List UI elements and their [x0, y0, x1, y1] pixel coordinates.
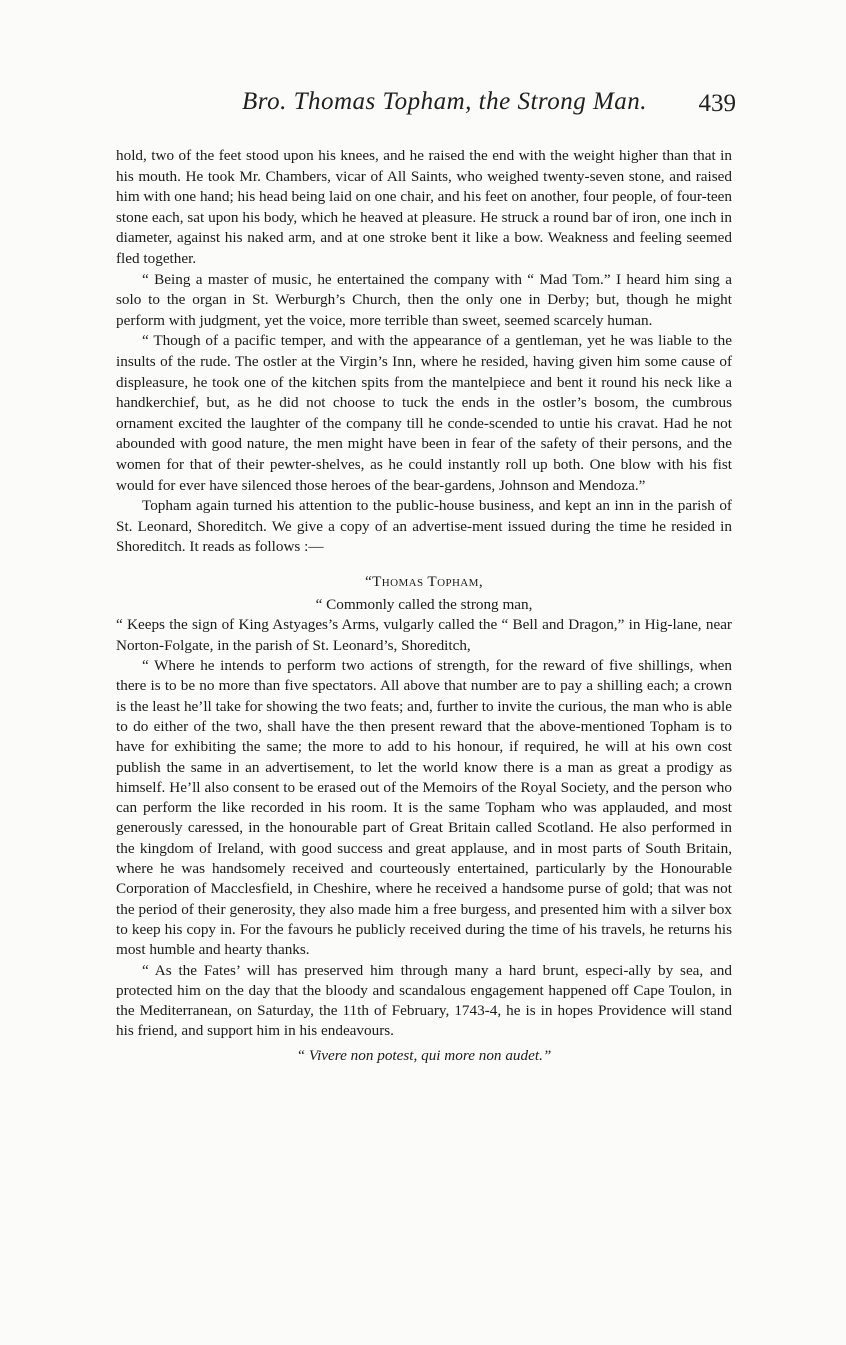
running-header [112, 88, 736, 124]
advertisement-name-heading: “Thomas Topham, [364, 572, 484, 590]
page-number: 439 [698, 90, 736, 117]
running-title: Bro. Thomas Topham, the Strong Man. [242, 88, 648, 115]
advertisement-motto: “ Vivere non potest, qui more non audet.” [296, 1046, 552, 1064]
paragraph-feats-of-strength: hold, two of the feet stood upon his knees, and he raised the end with the weight higher than that in his mouth. He took Mr. Chambers, vicar of All Saints, who weighed twenty-seven stone, and raised him with one hand; his head being laid on one chair, and his feet on another, four people, of four-teen stone each, sat upon his body, which he heaved at pleasure. He struck a round bar of iron, one inch in diameter, against his naked arm, and at one stroke bent it like a bow. Weakness and feeling seemed fled together. [116, 147, 732, 267]
advertisement-paragraph-fates: “ As the Fates’ will has preserved him through many a hard brunt, especi-ally by sea, and protected him on the day that the bloody and scandalous engagement happened off Cape Toulon, in the Mediterranean, on Saturday, the 11th of February, 1743-4, he is in hopes Providence will stand his friend, and support him in his endeavours. [116, 961, 732, 1040]
paragraph-public-house: Topham again turned his attention to the public-house business, and kept an inn in the parish of St. Leonard, Shoreditch. We give a copy of an advertise-ment issued during the time he resided in Shoreditch. It reads as follows :— [116, 497, 732, 556]
article-body [116, 146, 732, 1066]
advertisement-subheading: “ Commonly called the strong man, [315, 596, 533, 614]
paragraph-music: “ Being a master of music, he entertained the company with “ Mad Tom.” I heard him sing a solo to the organ in St. Werburgh’s Church, then the only one in Derby; but, though he might perform with judgment, yet the voice, more terrible than sweet, seemed scarcely human. [116, 270, 732, 329]
advertisement [116, 572, 732, 1066]
advertisement-paragraph-sign: “ Keeps the sign of King Astyages’s Arms, vulgarly called the “ Bell and Dragon,” in Hig-lane, near Norton-Folgate, in the parish of St. Leonard’s, Shoreditch, [116, 616, 732, 654]
advertisement-paragraph-performance: “ Where he intends to perform two actions of strength, for the reward of five shillings, when there is to be no more than five spectators. All above that number are to pay a shilling each; a crown is the least he’ll take for showing the two feats; and, further to invite the curious, the man who is able to do either of the two, shall have the then present reward that the above-mentioned Topham is to have for exhibiting the same; the more to add to his honour, if required, he will at his own cost publish the same in an advertisement, to let the world know there is a man as great a prodigy as himself. He’ll also consent to be erased out of the Memoirs of the Royal Society, and the person who can perform the like recorded in his room. It is the same Topham who was applauded, and most generously caressed, in the honourable part of Great Britain called Scotland. He also performed in the kingdom of Ireland, with good success and great applause, and in most parts of South Britain, where he was handsomely received and courteously entertained, particularly by the Honourable Corporation of Macclesfield, in Cheshire, where he received a handsome purse of gold; that was not the period of their generosity, they also made him a free burgess, and presented him with a silver box to keep his copy in. For the favours he publicly received during the time of his travels, he returns his most humble and hearty thanks. [116, 657, 732, 959]
paragraph-temper: “ Though of a pacific temper, and with the appearance of a gentleman, yet he was liable to the insults of the rude. The ostler at the Virgin’s Inn, where he resided, having given him some cause of displeasure, he took one of the kitchen spits from the mantelpiece and bent it round his neck like a handkerchief, but, as he did not choose to tuck the ends in the ostler’s bosom, the cumbrous ornament excited the laughter of the company till he conde-scended to untie his cravat. Had he not abounded with good nature, the men might have been in fear of the safety of their persons, and the women for that of their pewter-shelves, as he could instantly roll up both. One blow with his fist would for ever have silenced those heroes of the bear-gardens, Johnson and Mendoza.” [116, 332, 732, 494]
